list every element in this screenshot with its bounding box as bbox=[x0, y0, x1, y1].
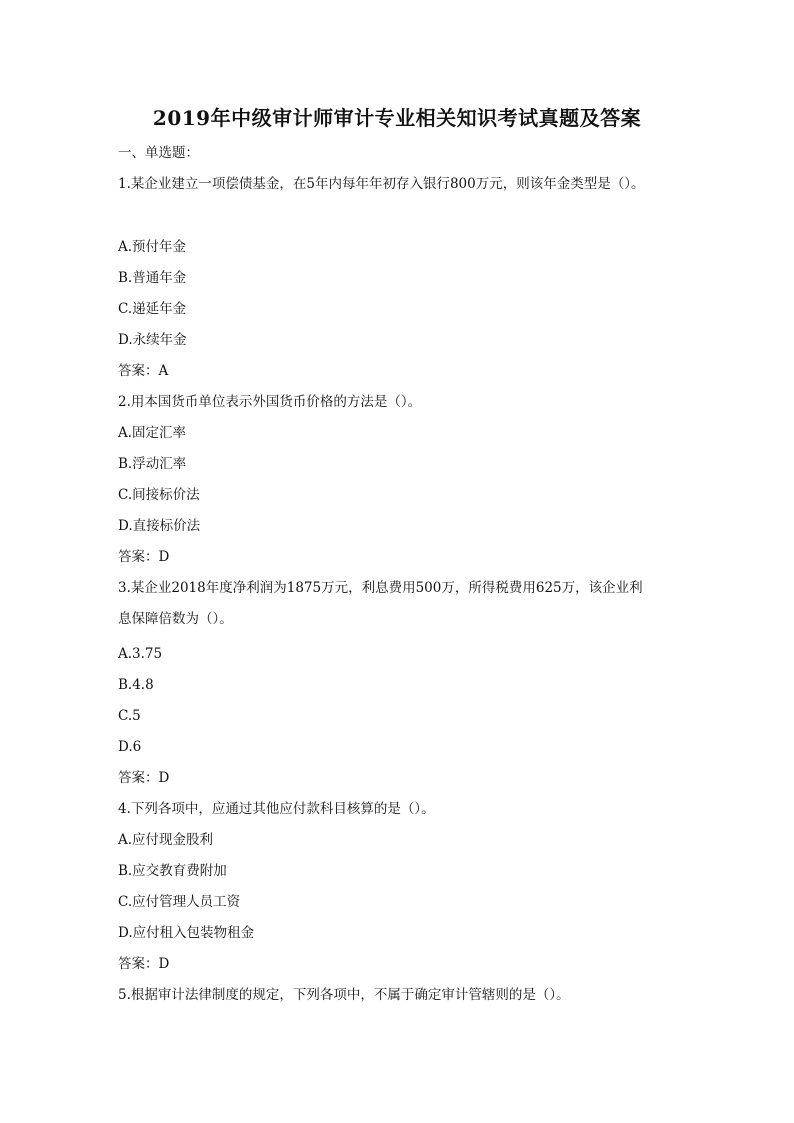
question-3-option-c: C.5 bbox=[118, 708, 141, 724]
question-3-stem-line-1: 3.某企业2018年度净利润为1875万元，利息费用500万，所得税费用625万，该企业利 bbox=[118, 580, 643, 596]
question-4-stem: 4.下列各项中，应通过其他应付款科目核算的是（）。 bbox=[118, 801, 435, 817]
question-1-option-c: C.递延年金 bbox=[118, 301, 187, 317]
document-title: 2019年中级审计师审计专业相关知识考试真题及答案 bbox=[152, 106, 642, 130]
question-3-option-a: A.3.75 bbox=[118, 646, 163, 662]
question-4-option-b: B.应交教育费附加 bbox=[118, 863, 227, 879]
question-1-option-b: B.普通年金 bbox=[118, 270, 187, 286]
question-4-option-d: D.应付租入包装物租金 bbox=[118, 925, 255, 941]
question-2-option-b: B.浮动汇率 bbox=[118, 456, 187, 472]
question-1-stem: 1.某企业建立一项偿债基金，在5年内每年年初存入银行800万元，则该年金类型是（）。 bbox=[118, 176, 645, 192]
question-4-option-c: C.应付管理人员工资 bbox=[118, 894, 241, 910]
question-2-option-a: A.固定汇率 bbox=[118, 425, 187, 441]
question-2-option-d: D.直接标价法 bbox=[118, 518, 201, 534]
question-4-answer: 答案：D bbox=[118, 956, 170, 972]
section-heading: 一、单选题： bbox=[118, 145, 199, 161]
question-2-answer: 答案：D bbox=[118, 549, 170, 565]
question-1-option-d: D.永续年金 bbox=[118, 332, 187, 348]
question-3-option-d: D.6 bbox=[118, 739, 142, 755]
question-3-option-b: B.4.8 bbox=[118, 677, 154, 693]
question-1-option-a: A.预付年金 bbox=[118, 239, 187, 255]
question-4-option-a: A.应付现金股利 bbox=[118, 832, 214, 848]
question-3-stem-line-2: 息保障倍数为（）。 bbox=[118, 611, 233, 627]
question-1-answer: 答案：A bbox=[118, 363, 169, 379]
question-3-answer: 答案：D bbox=[118, 770, 170, 786]
question-2-option-c: C.间接标价法 bbox=[118, 487, 200, 503]
question-2-stem: 2.用本国货币单位表示外国货币价格的方法是（）。 bbox=[118, 394, 422, 410]
question-5-stem: 5.根据审计法律制度的规定，下列各项中，不属于确定审计管辖则的是（）。 bbox=[118, 987, 570, 1003]
